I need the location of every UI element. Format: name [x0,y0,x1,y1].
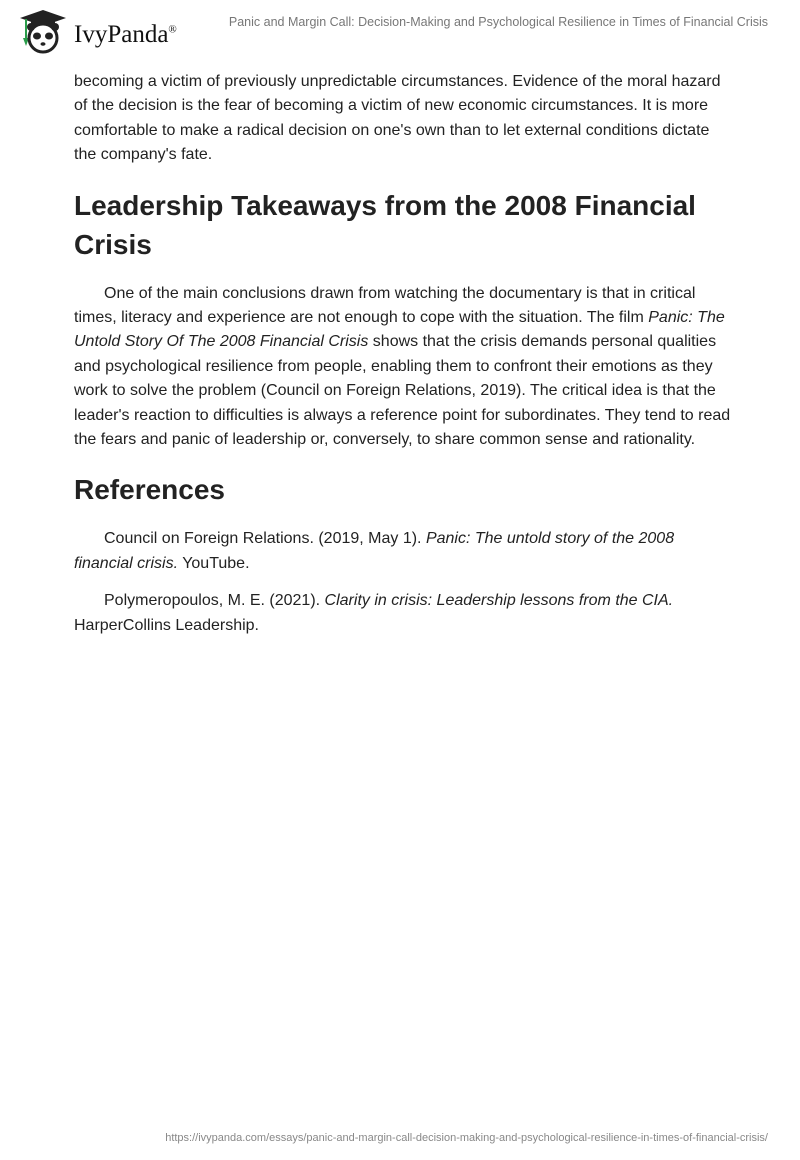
text: shows that the crisis demands personal qualities and psychological resilience from people, enabling them to confront their emotions as they work to solve the problem (Council on Foreign Relations, 2019). The critical idea is that the leader's reaction to difficulties is always a reference point for subordinates. They tend to read the fears and panic of leadership or, conversely, to share common sense and rationality. [74,333,731,449]
registered-mark: ® [168,23,177,36]
reference-title: Clarity in crisis: Leadership lessons from the CIA. [324,592,674,610]
intro-paragraph: becoming a victim of previously unpredictable circumstances. Evidence of the moral hazard of the decision is the fear of becoming a victim of new economic circumstances. It is more comfortable to make a radical decision on one's own than to let external conditions dictate the company's fate. [74,73,721,164]
footer-url[interactable]: https://ivypanda.com/essays/panic-and-margin-call-decision-making-and-psychological-resilience-in-times-of-financial-crisis/ [165,1132,768,1144]
logo-text [74,21,177,49]
section-paragraph [74,282,734,453]
panda-graduate-icon [18,8,68,54]
film-title: Panic: The Untold Story Of The 2008 Financial Crisis [74,309,725,351]
text: Polymeropoulos, M. E. (2021). [104,592,325,610]
document-content [74,70,734,651]
text: One of the main conclusions drawn from watching the documentary is that in critical times, literacy and experience are not enough to cope with the situation. The film [74,284,696,327]
references-heading: References [74,474,225,506]
reference-item [74,589,734,638]
reference-title: Panic: The untold story of the 2008 financial crisis. [74,530,675,572]
text: Council on Foreign Relations. (2019, May 1). [104,530,426,548]
logo-name: IvyPanda [74,21,169,48]
ivypanda-logo[interactable] [18,8,177,54]
text: YouTube. [178,554,250,572]
text: HarperCollins Leadership. [74,616,259,634]
reference-item [74,527,734,576]
header-title: Panic and Margin Call: Decision-Making and Psychological Resilience in Times of Financial Crisis [228,15,768,29]
section-heading: Leadership Takeaways from the 2008 Financial Crisis [74,189,696,260]
